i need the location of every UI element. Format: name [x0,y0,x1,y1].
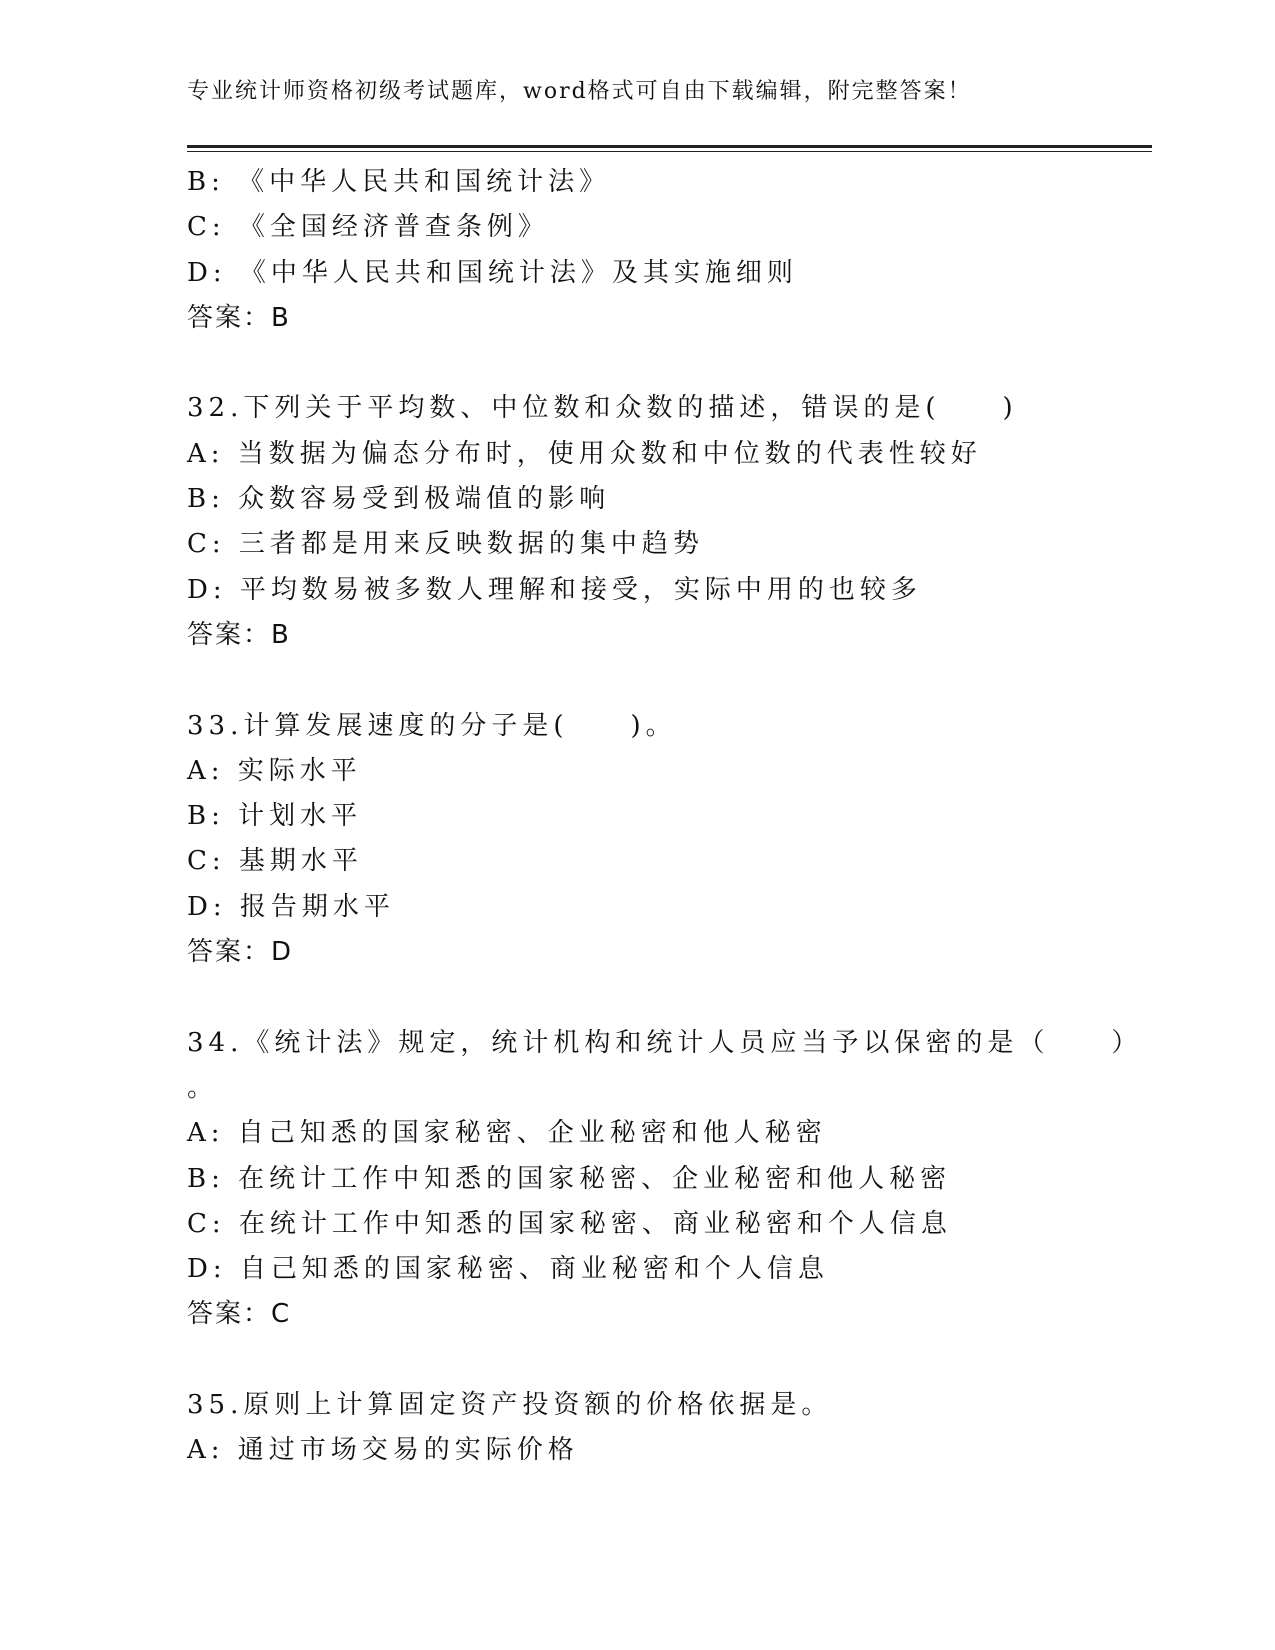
answer: 答案：D [187,937,294,968]
option-b: B: 计划水平 [187,801,363,832]
answer: 答案：B [187,619,291,650]
option-d: D: 自己知悉的国家秘密、商业秘密和个人信息 [187,1254,829,1285]
option-d: D: 平均数易被多数人理解和接受，实际中用的也较多 [187,574,922,605]
option-b: B: 众数容易受到极端值的影响 [187,484,611,515]
question-stem: 32.下列关于平均数、中位数和众数的描述，错误的是( ) [187,393,1018,424]
page-header: 专业统计师资格初级考试题库，word格式可自由下载编辑，附完整答案！ [187,79,972,104]
option-b: B: 在统计工作中知悉的国家秘密、企业秘密和他人秘密 [187,1163,952,1194]
option-c: C: 基期水平 [187,846,363,877]
option-a: A: 通过市场交易的实际价格 [187,1435,579,1466]
question-stem-continuation: 。 [187,1072,219,1103]
option-a: A: 实际水平 [187,755,362,786]
answer: 答案：B [187,302,291,333]
header-rule-thin [187,151,1152,152]
option-d: D: 《中华人民共和国统计法》及其实施细则 [187,257,798,288]
question-stem: 34.《统计法》规定，统计机构和统计人员应当予以保密的是（ ） [187,1027,1143,1058]
question-stem: 33.计算发展速度的分子是( )。 [187,710,677,741]
option-b: B: 《中华人民共和国统计法》 [187,167,611,197]
option-a: A: 自己知悉的国家秘密、企业秘密和他人秘密 [187,1118,827,1149]
option-a: A: 当数据为偏态分布时，使用众数和中位数的代表性较好 [187,438,982,469]
document-body [187,160,1152,1474]
option-d: D: 报告期水平 [187,891,395,922]
question-stem: 35.原则上计算固定资产投资额的价格依据是。 [187,1390,833,1421]
answer: 答案：C [187,1299,292,1330]
header-rule-thick [187,145,1152,148]
option-c: C: 三者都是用来反映数据的集中趋势 [187,529,704,560]
option-c: C: 《全国经济普查条例》 [187,212,549,243]
option-c: C: 在统计工作中知悉的国家秘密、商业秘密和个人信息 [187,1208,952,1239]
